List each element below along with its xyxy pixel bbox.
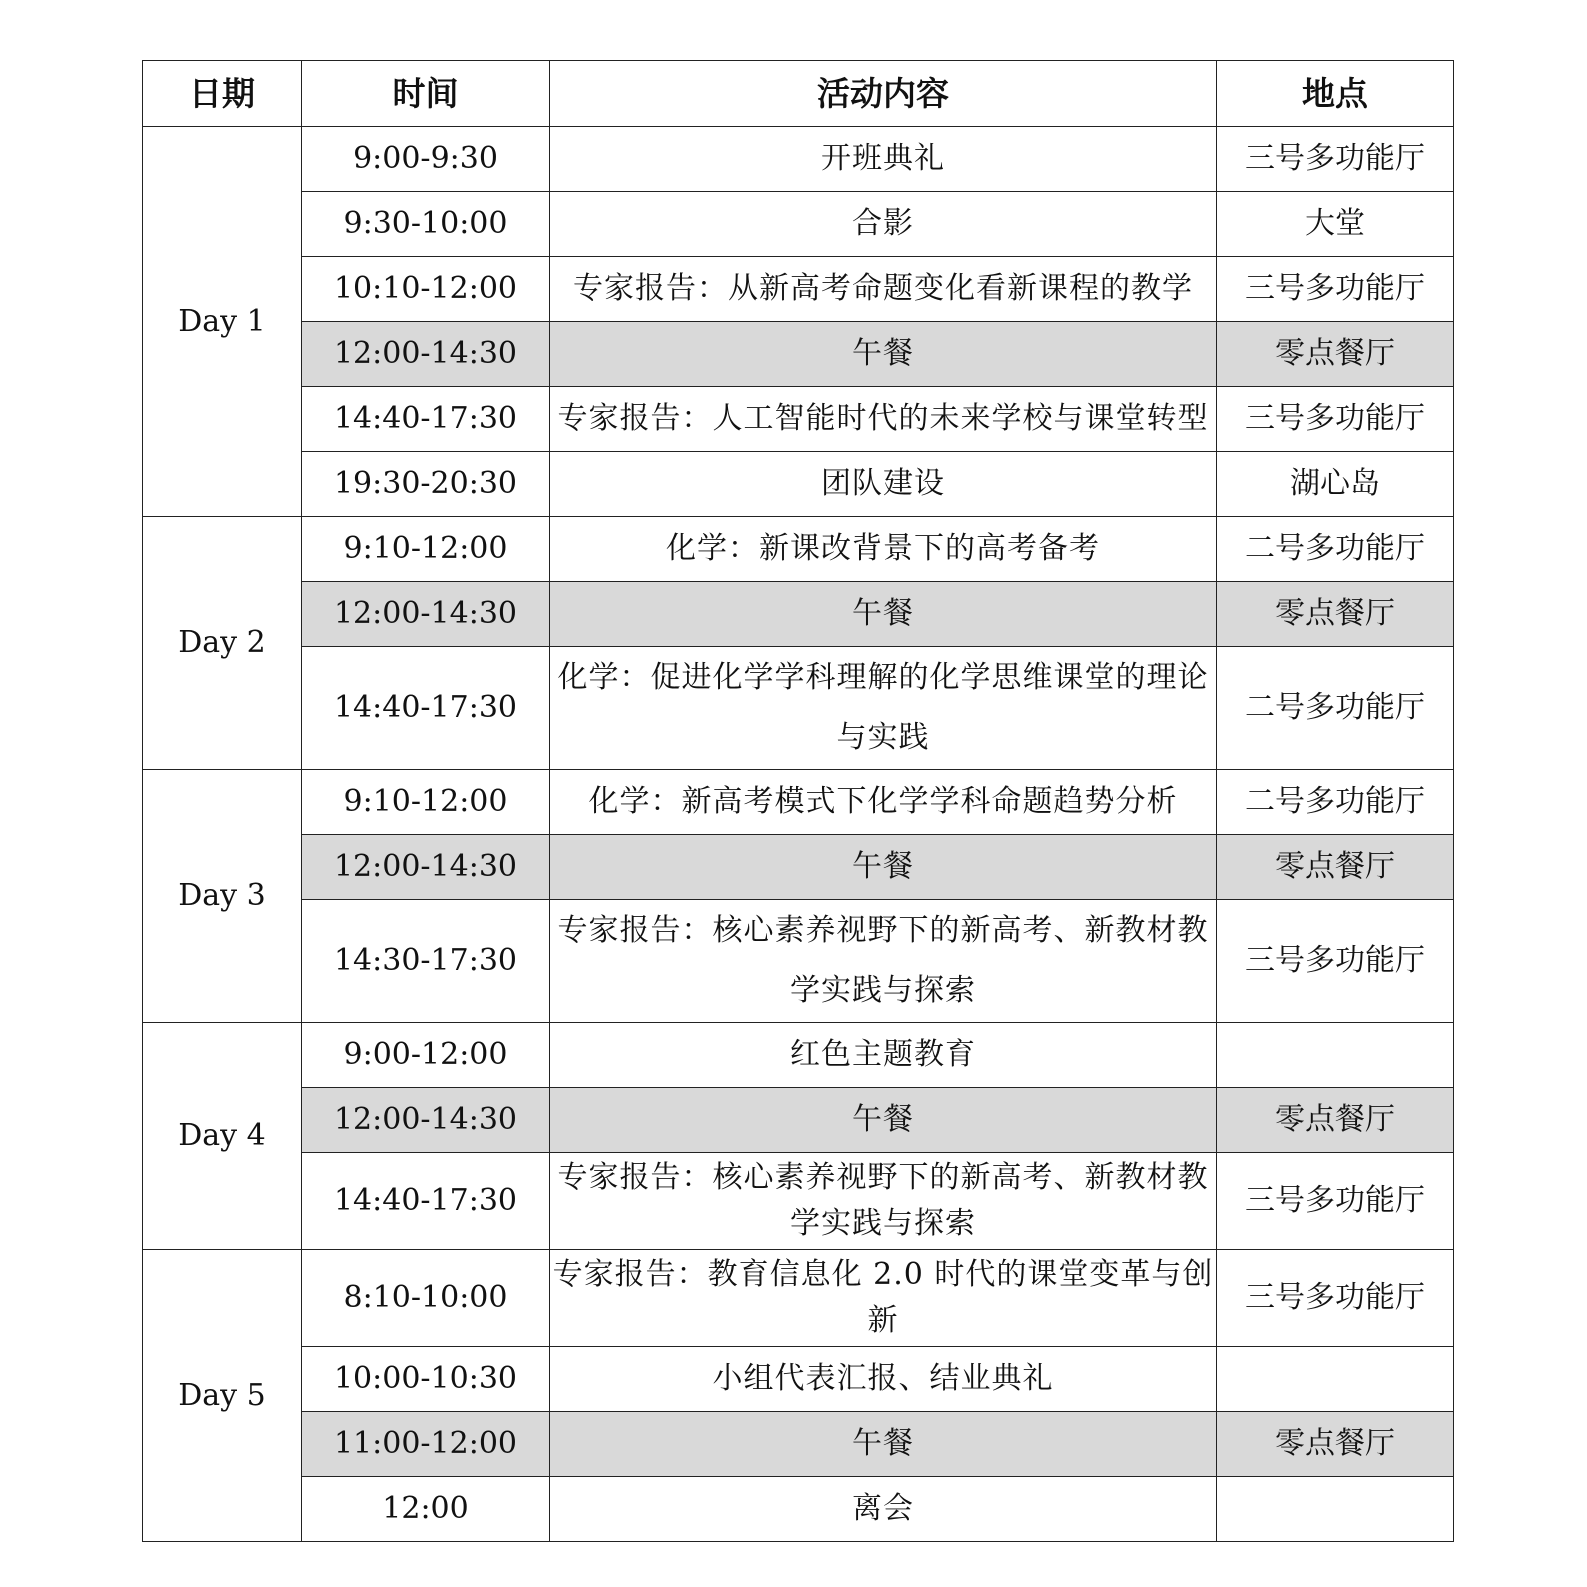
table-row bbox=[143, 257, 1454, 322]
location-cell bbox=[1217, 1347, 1454, 1412]
time-cell: 14:40-17:30 bbox=[302, 647, 550, 770]
header-date: 日期 bbox=[143, 61, 302, 127]
location-cell: 二号多功能厅 bbox=[1217, 517, 1454, 582]
lunch-row bbox=[143, 1088, 1454, 1153]
activity-cell: 化学：新高考模式下化学学科命题趋势分析 bbox=[550, 770, 1217, 835]
location-cell: 零点餐厅 bbox=[1217, 1412, 1454, 1477]
location-cell: 湖心岛 bbox=[1217, 452, 1454, 517]
location-cell: 三号多功能厅 bbox=[1217, 127, 1454, 192]
table-row bbox=[143, 1023, 1454, 1088]
table-row bbox=[143, 1347, 1454, 1412]
location-cell bbox=[1217, 1023, 1454, 1088]
activity-cell: 专家报告：人工智能时代的未来学校与课堂转型 bbox=[550, 387, 1217, 452]
table-row bbox=[143, 900, 1454, 1023]
time-cell: 12:00 bbox=[302, 1477, 550, 1542]
table-row bbox=[143, 770, 1454, 835]
table-row bbox=[143, 127, 1454, 192]
activity-cell: 午餐 bbox=[550, 322, 1217, 387]
activity-cell: 专家报告：核心素养视野下的新高考、新教材教学实践与探索 bbox=[550, 1153, 1217, 1250]
header-activity: 活动内容 bbox=[550, 61, 1217, 127]
location-cell: 零点餐厅 bbox=[1217, 1088, 1454, 1153]
header-time: 时间 bbox=[302, 61, 550, 127]
table-row bbox=[143, 452, 1454, 517]
activity-cell: 红色主题教育 bbox=[550, 1023, 1217, 1088]
location-cell: 零点餐厅 bbox=[1217, 835, 1454, 900]
table-row bbox=[143, 1153, 1454, 1250]
time-cell: 9:30-10:00 bbox=[302, 192, 550, 257]
time-cell: 12:00-14:30 bbox=[302, 1088, 550, 1153]
day-label: Day 3 bbox=[143, 770, 302, 1023]
time-cell: 9:00-9:30 bbox=[302, 127, 550, 192]
time-cell: 9:10-12:00 bbox=[302, 517, 550, 582]
location-cell: 二号多功能厅 bbox=[1217, 647, 1454, 770]
lunch-row bbox=[143, 835, 1454, 900]
lunch-row bbox=[143, 582, 1454, 647]
time-cell: 12:00-14:30 bbox=[302, 582, 550, 647]
location-cell: 三号多功能厅 bbox=[1217, 900, 1454, 1023]
time-cell: 10:10-12:00 bbox=[302, 257, 550, 322]
activity-cell: 午餐 bbox=[550, 582, 1217, 647]
location-cell: 二号多功能厅 bbox=[1217, 770, 1454, 835]
time-cell: 10:00-10:30 bbox=[302, 1347, 550, 1412]
time-cell: 8:10-10:00 bbox=[302, 1250, 550, 1347]
activity-cell: 化学：促进化学学科理解的化学思维课堂的理论与实践 bbox=[550, 647, 1217, 770]
time-cell: 12:00-14:30 bbox=[302, 835, 550, 900]
table-row bbox=[143, 387, 1454, 452]
activity-cell: 合影 bbox=[550, 192, 1217, 257]
location-cell: 三号多功能厅 bbox=[1217, 387, 1454, 452]
time-cell: 14:40-17:30 bbox=[302, 1153, 550, 1250]
lunch-row bbox=[143, 1412, 1454, 1477]
location-cell: 零点餐厅 bbox=[1217, 582, 1454, 647]
activity-cell: 专家报告：核心素养视野下的新高考、新教材教学实践与探索 bbox=[550, 900, 1217, 1023]
lunch-row bbox=[143, 322, 1454, 387]
table-row bbox=[143, 517, 1454, 582]
location-cell bbox=[1217, 1477, 1454, 1542]
activity-cell: 开班典礼 bbox=[550, 127, 1217, 192]
location-cell: 三号多功能厅 bbox=[1217, 1153, 1454, 1250]
time-cell: 9:00-12:00 bbox=[302, 1023, 550, 1088]
table-row bbox=[143, 647, 1454, 770]
time-cell: 12:00-14:30 bbox=[302, 322, 550, 387]
day-label: Day 4 bbox=[143, 1023, 302, 1250]
day-label: Day 2 bbox=[143, 517, 302, 770]
location-cell: 三号多功能厅 bbox=[1217, 257, 1454, 322]
table-row bbox=[143, 1250, 1454, 1347]
time-cell: 9:10-12:00 bbox=[302, 770, 550, 835]
day-label: Day 1 bbox=[143, 127, 302, 517]
time-cell: 14:40-17:30 bbox=[302, 387, 550, 452]
activity-cell: 团队建设 bbox=[550, 452, 1217, 517]
location-cell: 三号多功能厅 bbox=[1217, 1250, 1454, 1347]
activity-cell: 离会 bbox=[550, 1477, 1217, 1542]
header-row bbox=[143, 61, 1454, 127]
time-cell: 19:30-20:30 bbox=[302, 452, 550, 517]
activity-cell: 专家报告：从新高考命题变化看新课程的教学 bbox=[550, 257, 1217, 322]
activity-cell: 午餐 bbox=[550, 835, 1217, 900]
activity-cell: 午餐 bbox=[550, 1412, 1217, 1477]
header-location: 地点 bbox=[1217, 61, 1454, 127]
time-cell: 14:30-17:30 bbox=[302, 900, 550, 1023]
activity-cell: 专家报告：教育信息化 2.0 时代的课堂变革与创新 bbox=[550, 1250, 1217, 1347]
location-cell: 大堂 bbox=[1217, 192, 1454, 257]
location-cell: 零点餐厅 bbox=[1217, 322, 1454, 387]
table-row bbox=[143, 192, 1454, 257]
activity-cell: 化学：新课改背景下的高考备考 bbox=[550, 517, 1217, 582]
schedule-table bbox=[142, 60, 1454, 1542]
table-row bbox=[143, 1477, 1454, 1542]
activity-cell: 小组代表汇报、结业典礼 bbox=[550, 1347, 1217, 1412]
activity-cell: 午餐 bbox=[550, 1088, 1217, 1153]
day-label: Day 5 bbox=[143, 1250, 302, 1542]
time-cell: 11:00-12:00 bbox=[302, 1412, 550, 1477]
